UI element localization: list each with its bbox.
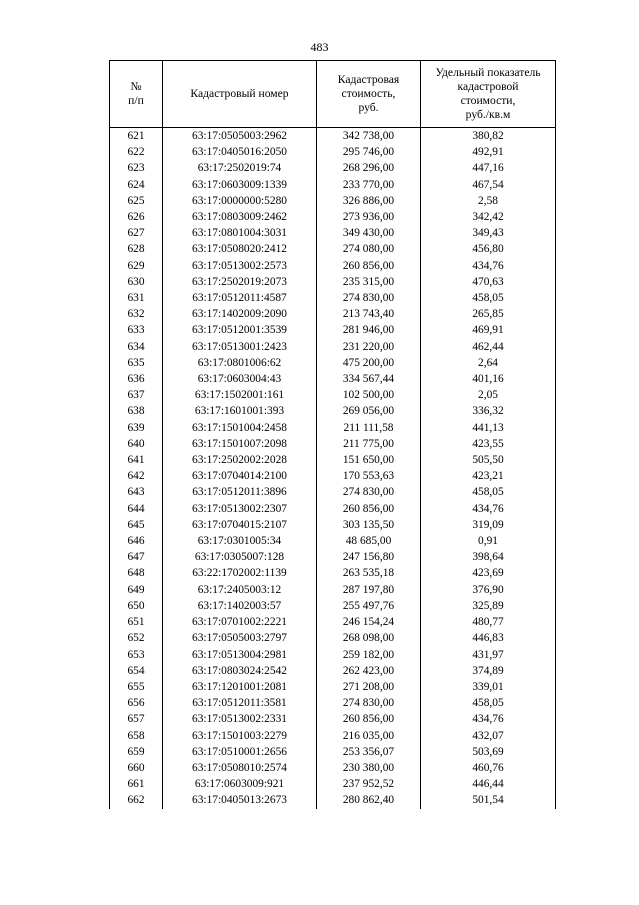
header-line: Кадастровый номер — [190, 87, 289, 100]
row-number-cell: 643 — [110, 484, 163, 500]
row-number-cell: 640 — [110, 436, 163, 452]
page-number: 483 — [310, 40, 329, 54]
row-number-cell: 639 — [110, 420, 163, 436]
table-row — [110, 177, 556, 193]
cadastral-number-cell: 63:17:0513001:2423 — [163, 339, 317, 355]
specific-value-cell: 432,07 — [421, 728, 556, 744]
specific-value-cell: 456,80 — [421, 241, 556, 257]
specific-value-cell: 503,69 — [421, 744, 556, 760]
row-number-cell: 654 — [110, 663, 163, 679]
specific-value-cell: 447,16 — [421, 160, 556, 176]
table-row — [110, 403, 556, 419]
row-number-cell: 650 — [110, 598, 163, 614]
cadastral-number-cell: 63:17:0405016:2050 — [163, 144, 317, 160]
row-number-cell: 641 — [110, 452, 163, 468]
cadastral-value-cell: 271 208,00 — [317, 679, 421, 695]
table-row — [110, 144, 556, 160]
specific-value-cell: 423,69 — [421, 565, 556, 581]
specific-value-cell: 319,09 — [421, 517, 556, 533]
row-number-cell: 623 — [110, 160, 163, 176]
cadastral-number-cell: 63:17:1502001:161 — [163, 387, 317, 403]
cadastral-value-cell: 247 156,80 — [317, 549, 421, 565]
cadastral-number-cell: 63:17:0505003:2962 — [163, 128, 317, 145]
table-row — [110, 582, 556, 598]
table-row — [110, 695, 556, 711]
specific-value-cell: 462,44 — [421, 339, 556, 355]
specific-value-cell: 431,97 — [421, 647, 556, 663]
specific-value-cell: 458,05 — [421, 695, 556, 711]
cadastral-value-cell: 260 856,00 — [317, 711, 421, 727]
cadastral-value-cell: 262 423,00 — [317, 663, 421, 679]
table-row — [110, 760, 556, 776]
cadastral-value-cell: 230 380,00 — [317, 760, 421, 776]
cadastral-number-cell: 63:17:0512001:3539 — [163, 322, 317, 338]
cadastral-number-cell: 63:17:0603009:921 — [163, 776, 317, 792]
specific-value-cell: 434,76 — [421, 501, 556, 517]
cadastral-value-cell: 237 952,52 — [317, 776, 421, 792]
row-number-cell: 632 — [110, 306, 163, 322]
specific-value-cell: 467,54 — [421, 177, 556, 193]
table-row — [110, 452, 556, 468]
table-row — [110, 728, 556, 744]
cadastral-value-cell: 303 135,50 — [317, 517, 421, 533]
cadastral-number-cell: 63:17:0704014:2100 — [163, 468, 317, 484]
header-line: № — [130, 80, 142, 93]
row-number-cell: 659 — [110, 744, 163, 760]
specific-value-cell: 265,85 — [421, 306, 556, 322]
row-number-cell: 621 — [110, 128, 163, 145]
cadastral-value-cell: 151 650,00 — [317, 452, 421, 468]
header-line: стоимости, — [460, 94, 516, 107]
cadastral-value-cell: 231 220,00 — [317, 339, 421, 355]
specific-value-cell: 458,05 — [421, 290, 556, 306]
cadastral-value-cell: 211 111,58 — [317, 420, 421, 436]
cadastral-table — [109, 60, 556, 809]
table-row — [110, 549, 556, 565]
table-row — [110, 792, 556, 808]
cadastral-number-cell: 63:17:0512011:3896 — [163, 484, 317, 500]
row-number-cell: 634 — [110, 339, 163, 355]
header-line: руб./кв.м — [465, 108, 511, 121]
cadastral-value-cell: 48 685,00 — [317, 533, 421, 549]
header-line: кадастровой — [457, 80, 519, 93]
row-number-cell: 656 — [110, 695, 163, 711]
cadastral-number-cell: 63:22:1702002:1139 — [163, 565, 317, 581]
table-row — [110, 647, 556, 663]
cadastral-number-cell: 63:17:0512011:4587 — [163, 290, 317, 306]
header-line: стоимость, — [341, 87, 396, 100]
header-cadastral-number — [163, 61, 317, 128]
header-cadastral-value — [317, 61, 421, 128]
row-number-cell: 627 — [110, 225, 163, 241]
cadastral-value-cell: 268 296,00 — [317, 160, 421, 176]
specific-value-cell: 458,05 — [421, 484, 556, 500]
cadastral-number-cell: 63:17:0801004:3031 — [163, 225, 317, 241]
row-number-cell: 653 — [110, 647, 163, 663]
row-number-cell: 636 — [110, 371, 163, 387]
table-row — [110, 776, 556, 792]
specific-value-cell: 376,90 — [421, 582, 556, 598]
row-number-cell: 633 — [110, 322, 163, 338]
cadastral-number-cell: 63:17:0510001:2656 — [163, 744, 317, 760]
table-row — [110, 679, 556, 695]
cadastral-number-cell: 63:17:0513002:2331 — [163, 711, 317, 727]
header-line: Удельный показатель — [435, 66, 541, 79]
cadastral-value-cell: 211 775,00 — [317, 436, 421, 452]
table-row — [110, 274, 556, 290]
cadastral-value-cell: 274 830,00 — [317, 484, 421, 500]
cadastral-value-cell: 102 500,00 — [317, 387, 421, 403]
cadastral-value-cell: 253 356,07 — [317, 744, 421, 760]
cadastral-number-cell: 63:17:0603009:1339 — [163, 177, 317, 193]
row-number-cell: 635 — [110, 355, 163, 371]
table-row — [110, 387, 556, 403]
row-number-cell: 645 — [110, 517, 163, 533]
table-row — [110, 128, 556, 145]
cadastral-number-cell: 63:17:0505003:2797 — [163, 630, 317, 646]
cadastral-value-cell: 295 746,00 — [317, 144, 421, 160]
specific-value-cell: 480,77 — [421, 614, 556, 630]
cadastral-value-cell: 334 567,44 — [317, 371, 421, 387]
row-number-cell: 629 — [110, 258, 163, 274]
row-number-cell: 638 — [110, 403, 163, 419]
table-row — [110, 436, 556, 452]
specific-value-cell: 336,32 — [421, 403, 556, 419]
specific-value-cell: 342,42 — [421, 209, 556, 225]
row-number-cell: 661 — [110, 776, 163, 792]
header-line: Кадастровая — [337, 73, 400, 86]
cadastral-number-cell: 63:17:0704015:2107 — [163, 517, 317, 533]
table-row — [110, 160, 556, 176]
cadastral-value-cell: 260 856,00 — [317, 258, 421, 274]
table-row — [110, 565, 556, 581]
specific-value-cell: 505,50 — [421, 452, 556, 468]
specific-value-cell: 470,63 — [421, 274, 556, 290]
specific-value-cell: 2,64 — [421, 355, 556, 371]
cadastral-number-cell: 63:17:0801006:62 — [163, 355, 317, 371]
table-row — [110, 241, 556, 257]
cadastral-number-cell: 63:17:0000000:5280 — [163, 193, 317, 209]
row-number-cell: 646 — [110, 533, 163, 549]
cadastral-value-cell: 233 770,00 — [317, 177, 421, 193]
cadastral-number-cell: 63:17:0301005:34 — [163, 533, 317, 549]
cadastral-value-cell: 260 856,00 — [317, 501, 421, 517]
cadastral-number-cell: 63:17:1501003:2279 — [163, 728, 317, 744]
cadastral-number-cell: 63:17:1501004:2458 — [163, 420, 317, 436]
cadastral-number-cell: 63:17:0305007:128 — [163, 549, 317, 565]
row-number-cell: 647 — [110, 549, 163, 565]
specific-value-cell: 434,76 — [421, 258, 556, 274]
cadastral-number-cell: 63:17:2502019:2073 — [163, 274, 317, 290]
header-line: п/п — [128, 94, 144, 107]
table-row — [110, 501, 556, 517]
cadastral-value-cell: 216 035,00 — [317, 728, 421, 744]
cadastral-value-cell: 475 200,00 — [317, 355, 421, 371]
table-row — [110, 290, 556, 306]
cadastral-value-cell: 326 886,00 — [317, 193, 421, 209]
cadastral-number-cell: 63:17:0405013:2673 — [163, 792, 317, 808]
specific-value-cell: 0,91 — [421, 533, 556, 549]
row-number-cell: 628 — [110, 241, 163, 257]
cadastral-value-cell: 268 098,00 — [317, 630, 421, 646]
table-row — [110, 630, 556, 646]
specific-value-cell: 339,01 — [421, 679, 556, 695]
table-row — [110, 371, 556, 387]
table-row — [110, 420, 556, 436]
row-number-cell: 662 — [110, 792, 163, 808]
cadastral-number-cell: 63:17:0803009:2462 — [163, 209, 317, 225]
cadastral-value-cell: 342 738,00 — [317, 128, 421, 145]
cadastral-number-cell: 63:17:0512011:3581 — [163, 695, 317, 711]
specific-value-cell: 2,58 — [421, 193, 556, 209]
cadastral-number-cell: 63:17:2502002:2028 — [163, 452, 317, 468]
table-row — [110, 306, 556, 322]
cadastral-number-cell: 63:17:0513004:2981 — [163, 647, 317, 663]
table-row — [110, 614, 556, 630]
table-body — [110, 128, 556, 809]
row-number-cell: 630 — [110, 274, 163, 290]
header-row-number — [110, 61, 163, 128]
cadastral-value-cell: 263 535,18 — [317, 565, 421, 581]
cadastral-value-cell: 269 056,00 — [317, 403, 421, 419]
specific-value-cell: 398,64 — [421, 549, 556, 565]
row-number-cell: 660 — [110, 760, 163, 776]
specific-value-cell: 492,91 — [421, 144, 556, 160]
table-row — [110, 663, 556, 679]
specific-value-cell: 446,83 — [421, 630, 556, 646]
cadastral-number-cell: 63:17:0513002:2573 — [163, 258, 317, 274]
row-number-cell: 642 — [110, 468, 163, 484]
row-number-cell: 622 — [110, 144, 163, 160]
table-row — [110, 484, 556, 500]
row-number-cell: 625 — [110, 193, 163, 209]
cadastral-value-cell: 170 553,63 — [317, 468, 421, 484]
table-row — [110, 339, 556, 355]
header-specific-value — [421, 61, 556, 128]
cadastral-value-cell: 349 430,00 — [317, 225, 421, 241]
cadastral-value-cell: 274 830,00 — [317, 695, 421, 711]
specific-value-cell: 325,89 — [421, 598, 556, 614]
cadastral-number-cell: 63:17:1402009:2090 — [163, 306, 317, 322]
cadastral-value-cell: 255 497,76 — [317, 598, 421, 614]
row-number-cell: 651 — [110, 614, 163, 630]
cadastral-number-cell: 63:17:2405003:12 — [163, 582, 317, 598]
cadastral-number-cell: 63:17:1601001:393 — [163, 403, 317, 419]
cadastral-value-cell: 274 080,00 — [317, 241, 421, 257]
cadastral-number-cell: 63:17:0701002:2221 — [163, 614, 317, 630]
specific-value-cell: 423,21 — [421, 468, 556, 484]
cadastral-number-cell: 63:17:0508020:2412 — [163, 241, 317, 257]
cadastral-value-cell: 281 946,00 — [317, 322, 421, 338]
specific-value-cell: 380,82 — [421, 128, 556, 145]
specific-value-cell: 501,54 — [421, 792, 556, 808]
cadastral-value-cell: 280 862,40 — [317, 792, 421, 808]
specific-value-cell: 374,89 — [421, 663, 556, 679]
specific-value-cell: 2,05 — [421, 387, 556, 403]
specific-value-cell: 460,76 — [421, 760, 556, 776]
cadastral-number-cell: 63:17:0508010:2574 — [163, 760, 317, 776]
specific-value-cell: 441,13 — [421, 420, 556, 436]
specific-value-cell: 469,91 — [421, 322, 556, 338]
table-row — [110, 517, 556, 533]
row-number-cell: 649 — [110, 582, 163, 598]
table-row — [110, 598, 556, 614]
cadastral-number-cell: 63:17:1402003:57 — [163, 598, 317, 614]
cadastral-value-cell: 273 936,00 — [317, 209, 421, 225]
table-row — [110, 225, 556, 241]
header-line: руб. — [358, 101, 379, 114]
cadastral-value-cell: 235 315,00 — [317, 274, 421, 290]
cadastral-number-cell: 63:17:2502019:74 — [163, 160, 317, 176]
table-row — [110, 258, 556, 274]
table-row — [110, 322, 556, 338]
table-row — [110, 193, 556, 209]
row-number-cell: 626 — [110, 209, 163, 225]
specific-value-cell: 401,16 — [421, 371, 556, 387]
table-row — [110, 711, 556, 727]
cadastral-value-cell: 287 197,80 — [317, 582, 421, 598]
cadastral-number-cell: 63:17:1501007:2098 — [163, 436, 317, 452]
row-number-cell: 657 — [110, 711, 163, 727]
row-number-cell: 655 — [110, 679, 163, 695]
cadastral-value-cell: 213 743,40 — [317, 306, 421, 322]
row-number-cell: 631 — [110, 290, 163, 306]
cadastral-number-cell: 63:17:0513002:2307 — [163, 501, 317, 517]
row-number-cell: 658 — [110, 728, 163, 744]
table-row — [110, 744, 556, 760]
table-header-row — [110, 61, 556, 128]
row-number-cell: 648 — [110, 565, 163, 581]
cadastral-value-cell: 274 830,00 — [317, 290, 421, 306]
cadastral-number-cell: 63:17:1201001:2081 — [163, 679, 317, 695]
row-number-cell: 644 — [110, 501, 163, 517]
specific-value-cell: 349,43 — [421, 225, 556, 241]
specific-value-cell: 423,55 — [421, 436, 556, 452]
table-row — [110, 355, 556, 371]
cadastral-number-cell: 63:17:0803024:2542 — [163, 663, 317, 679]
row-number-cell: 637 — [110, 387, 163, 403]
row-number-cell: 624 — [110, 177, 163, 193]
table-row — [110, 209, 556, 225]
table-row — [110, 533, 556, 549]
cadastral-value-cell: 246 154,24 — [317, 614, 421, 630]
specific-value-cell: 446,44 — [421, 776, 556, 792]
table-row — [110, 468, 556, 484]
cadastral-number-cell: 63:17:0603004:43 — [163, 371, 317, 387]
specific-value-cell: 434,76 — [421, 711, 556, 727]
cadastral-value-cell: 259 182,00 — [317, 647, 421, 663]
row-number-cell: 652 — [110, 630, 163, 646]
